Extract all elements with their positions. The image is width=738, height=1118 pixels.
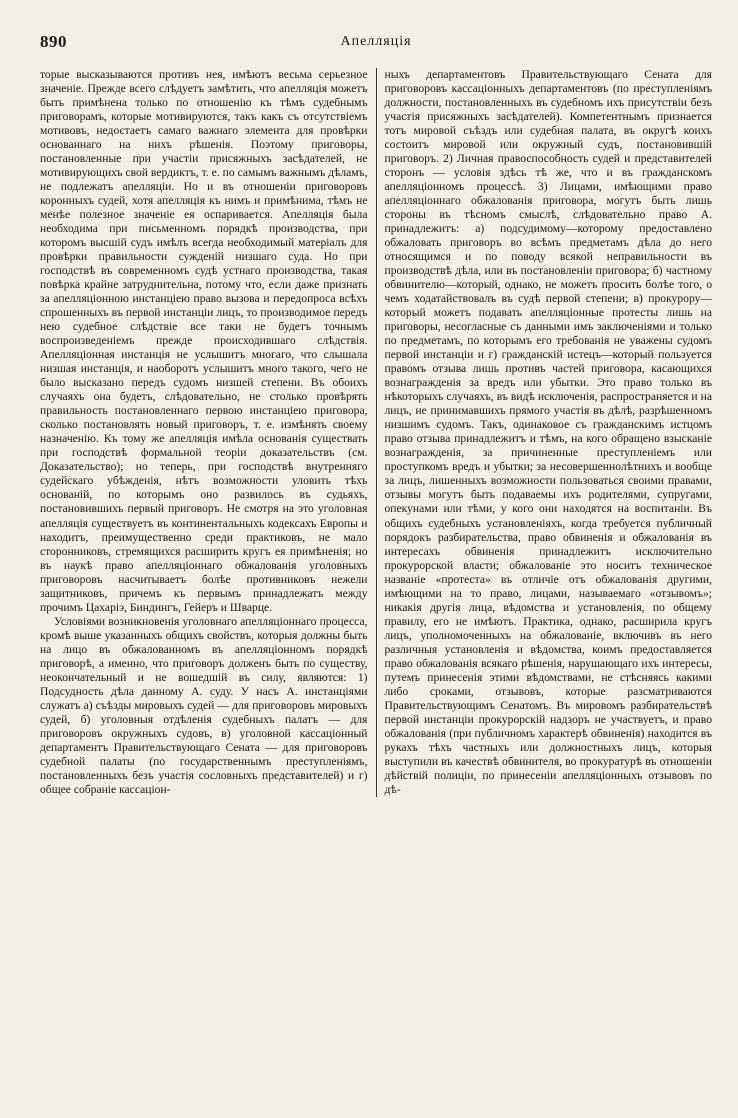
left-column — [40, 68, 368, 797]
text-columns — [40, 68, 712, 797]
column-divider — [376, 68, 377, 797]
running-head: Апелляція — [340, 34, 412, 49]
page-header — [40, 28, 712, 62]
paragraph: ныхъ департаментовъ Правительствующаго Сената для приговоровъ кассаціонныхъ департаментовъ (по преступленіямъ должности, постановленныхъ въ судебномъ ихъ присутствіи безъ участія присяжныхъ засѣдателей). Компетентнымъ признается тотъ мировой съѣздъ или судебная палата, въ округѣ коихъ состоитъ мировой или окружный судъ, постановившій приговоръ. 2) Личная правоспособность судей и представителей сторонъ — условія здѣсь тѣ же, что и въ гражданскомъ апелляціонномъ процессѣ. 3) Лицами, имѣющими право апелляціоннаго обжалованія приговора, могутъ быть лишь стороны въ тѣсномъ смыслѣ, слѣдовательно право А. принадлежитъ: а) подсудимому—которому предоставлено обжаловать приговоръ во всѣмъ предметамъ дѣла до него относящимся и по поводу всякой неправильности въ производствѣ дѣла, или въ постановленіи приговора; б) частному обвинителю—который, однако, не можетъ просить болѣе того, о чемъ ходатайствовалъ въ судѣ первой степени; в) прокурору—который можетъ подавать апелляціонные протесты лишь на приговоры, несогласные съ данными имъ заключеніями и только по предметамъ, по которымъ его требованія не уважены судомъ первой инстанціи и г) гражданскій истецъ—который пользуется правомъ отзыва лишь противъ частей приговора, касающихся вознагражденія за вредъ или убытки. Это право только въ нѣкоторыхъ случаяхъ, въ видѣ исключенія, распространяется и на лицъ, не принимавшихъ прямого участія въ дѣлѣ, разрѣшенномъ низшимъ судомъ. Такъ, одинаковое съ гражданскимъ истцомъ право отзыва принадлежитъ и тѣмъ, на кого обращено взысканіе вознагражденія, за причиненные преступленіемъ или проступкомъ вредъ и убытки; за несовершеннолѣтнихъ и вообще за лицъ, лишенныхъ возможности пользоваться своими правами, отзывы могутъ быть подаваемы ихъ родителями, супругами, опекунами или тѣми, у кого они находятся на воспитаніи. Въ общихъ судебныхъ установленіяхъ, когда требуется публичный порядокъ разбирательства, право обвиненія и обжалованія въ интересахъ обвиненія принадлежитъ исключительно прокурорской власти; обжалованіе это носитъ техническое названіе «протеста» въ отличіе отъ обжалованія другими, имѣющими на то право, лицами, называемаго «отзывомъ»; никакія другія лица, вѣдомства и установленія, по общему правилу, его не имѣютъ. Практика, однако, расширила кругъ лицъ, уполномоченныхъ на обжалованіе, включивъ въ него различныя установленія и вѣдомства, коимъ предоставляется право обжалованія всякаго рѣшенія, нарушающаго ихъ интересы, путемъ принесенія этими вѣдомствами, не стѣсняясь какими либо сроками, отзывовъ, которые разсматриваются Правительствующимъ Сенатомъ. Въ мировомъ разбирательствѣ первой инстанціи прокурорскій надзоръ не участвуетъ, и право обжалованія (при публичномъ характерѣ обвиненія) находится въ рукахъ тѣхъ частныхъ или должностныхъ лицъ, которыя выступили въ качествѣ обвинителя, во прокуратурѣ въ отношеніи дѣйствій полиціи, по принесеніи апелляціонныхъ отзывовъ по дѣ- — [384, 68, 712, 796]
page-number: 890 — [40, 32, 67, 51]
right-column — [385, 68, 713, 797]
paragraph: Условіями возникновенія уголовнаго апелляціоннаго процесса, кромѣ выше указанныхъ общихъ свойствъ, которыя должны быть на лицо въ обжалованномъ въ апелляціонномъ порядкѣ приговорѣ, а именно, что приговоръ долженъ быть по существу, неокончательный и не вошедшій въ силу, являются: 1) Подсудность дѣла данному А. суду. У насъ А. инстанціями служатъ а) съѣзды мировыхъ судей — для приговоровъ мировыхъ судей, б) уголовныя отдѣленія судебныхъ палатъ — для приговоровъ окружныхъ судовъ, в) уголовной кассаціонный департаментъ Правительствующаго Сената — для приговоровъ судебной палаты (по государственнымъ преступленіямъ, постановленныхъ безъ участія сословныхъ представителей) и г) общее собраніе кассаціон- — [40, 614, 368, 796]
paragraph: торые высказываются противъ нея, имѣютъ весьма серьезное значеніе. Прежде всего слѣдуетъ замѣтить, что апелляція можетъ быть примѣнена только по отношенію къ тѣмъ судебнымъ приговорамъ, которые мотивируются, такъ какъ съ отсутствіемъ мотивовъ, недостаетъ самаго важнаго элемента для провѣрки основаннаго на нихъ рѣшенія. Поэтому приговоры, постановленные при участіи присяжныхъ засѣдателей, не мотивирующихъ свой вердиктъ, т. е. по самымъ важнымъ дѣламъ, не подлежатъ апелляціи. Но и въ отношеніи приговоровъ коронныхъ судей, хотя апелляція къ нимъ и примѣнима, тѣмъ не менѣе полезное значеніе ея оспаривается. Апелляція была необходима при письменномъ порядкѣ производства, при которомъ высшій судъ имѣлъ всегда необходимый матеріалъ для провѣрки правильности сужденій низшаго суда. Но при господствѣ въ современномъ судѣ устнаго производства, такая повѣрка крайне затруднительна, потому что, если даже признать за апелляціонною инстанціею право вызова и передопроса всѣхъ спрошенныхъ въ первой инстанціи лицъ, то производимое передъ нею судебное слѣдствіе все таки не будетъ точнымъ воспроизведеніемъ прежде происходившаго слѣдствія. Апелляціонная инстанція не услышитъ многаго, что слышала низшая инстанція, и наоборотъ услышитъ много такого, чего не было высказано передъ судомъ низшей степени. Въ обоихъ случаяхъ она будетъ, слѣдовательно, не столько провѣрять правильность постановленнаго первою инстанціею приговора, сколько постановлять новый приговоръ, т. е. измѣнять своему назначенію. Къ тому же апелляція имѣла основанія существать при господствѣ формальной теоріи доказательствъ (см. Доказательство); но теперь, при господствѣ внутренняго судейскаго убѣжденія, нѣтъ возможности уловить тѣхъ основаній, по которымъ оно развилось въ судьяхъ, постановившихъ первый приговоръ. Не смотря на это уголовная апелляція существуетъ въ континентальныхъ кодексахъ Европы и находитъ, преимущественно среди практиковъ, не мало сторонниковъ, стремящихся расширить кругъ ея примѣненія; но въ наукѣ право апелляціоннаго обжалованія уголовныхъ приговоровъ насчитываетъ болѣе противниковъ нежели защитниковъ, причемъ къ первымъ принадлежатъ между прочимъ Цахаріэ, Биндингъ, Гейеръ и Шварце. — [40, 68, 368, 614]
